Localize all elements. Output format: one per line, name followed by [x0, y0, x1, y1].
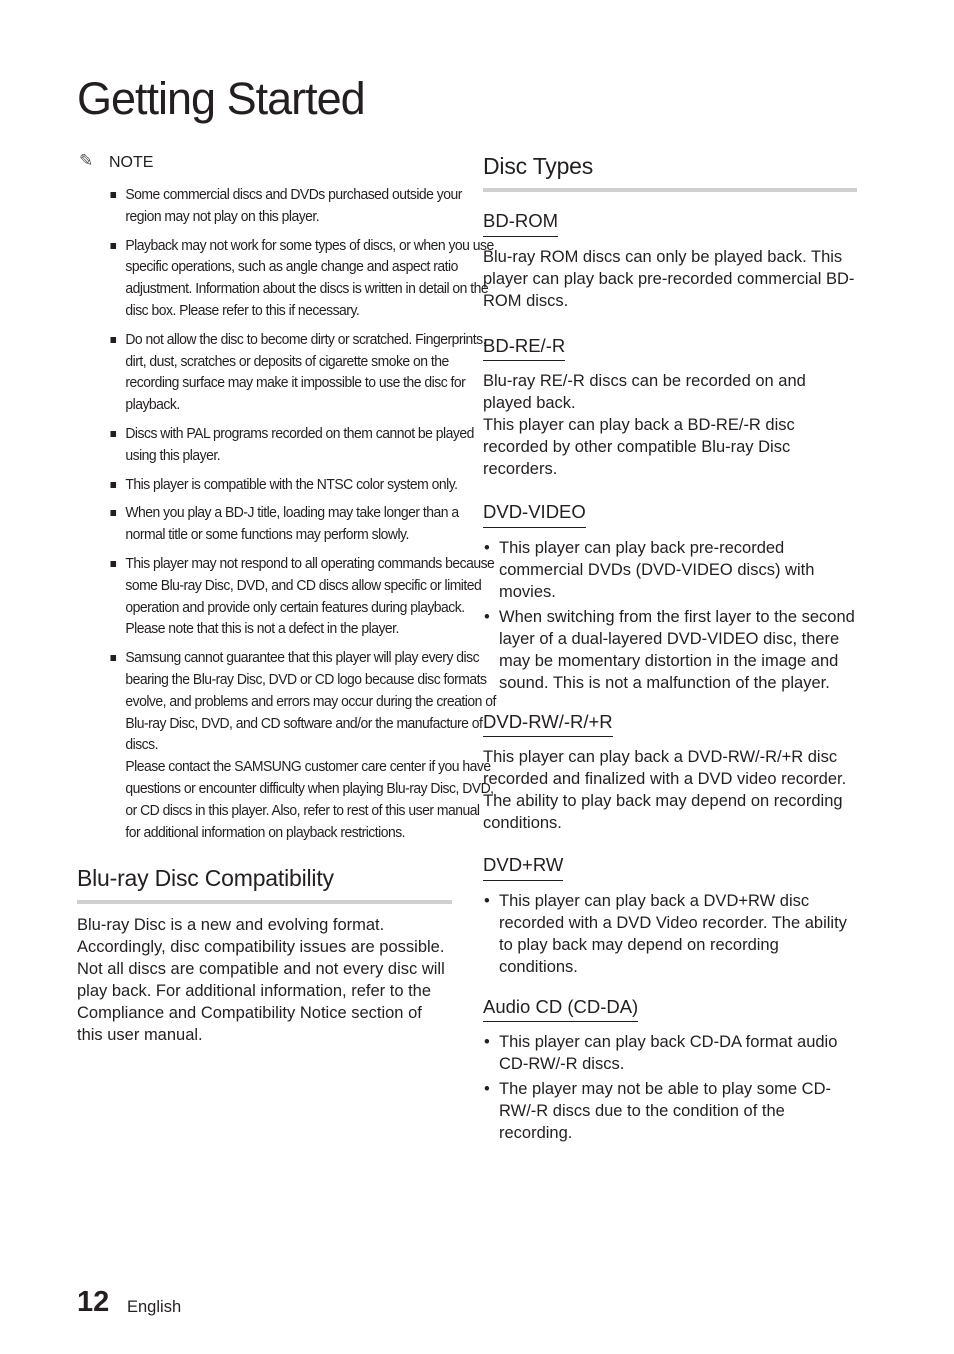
dvd-plus-rw-list — [483, 890, 857, 978]
note-item: Do not allow the disc to become dirty or scratched. Fingerprints, dirt, dust, scratches or deposits of cigarette smoke on the recording surface may make it impossible to use the disc for playback. — [77, 329, 497, 416]
square-bullet-icon — [110, 561, 116, 567]
bullet-icon: • — [484, 1033, 490, 1051]
disc-types-title: Disc Types — [483, 155, 857, 192]
square-bullet-icon — [110, 482, 116, 488]
note-item: This player is compatible with the NTSC color system only. — [77, 474, 497, 496]
list-item: • The player may not be able to play some CD-RW/-R discs due to the condition of the recording. — [484, 1080, 831, 1142]
square-bullet-icon — [110, 510, 116, 516]
dvd-plus-rw-title: DVD+RW — [483, 856, 563, 881]
bd-re-r-text-2: This player can play back a BD-RE/-R disc recorded by other compatible Blu-ray Disc recorders. — [483, 416, 795, 478]
bullet-icon: • — [484, 891, 490, 910]
square-bullet-icon — [110, 431, 116, 437]
bd-rom-text: Blu-ray ROM discs can only be played back. This player can play back pre-recorded commercial BD-ROM discs. — [483, 247, 855, 310]
note-label: NOTE — [109, 154, 154, 171]
page-language: English — [127, 1298, 182, 1316]
dvd-video-list — [483, 537, 857, 694]
list-item: • This player can play back CD-DA format audio CD-RW/-R discs. — [484, 1033, 838, 1073]
bd-re-r-title: BD-RE/-R — [483, 337, 565, 362]
note-item: Some commercial discs and DVDs purchased outside your region may not play on this player. — [77, 184, 497, 228]
bullet-icon: • — [484, 538, 490, 557]
list-item: • This player can play back pre-recorded commercial DVDs (DVD-VIDEO discs) with movies. — [484, 538, 815, 601]
compatibility-text: Blu-ray Disc is a new and evolving format. Accordingly, disc compatibility issues are possible. Not all discs are compatible and not every disc will play back. For additional information, refer to the Compliance and Compatibility Notice section of this user manual. — [77, 916, 445, 1045]
audio-cd-section — [483, 995, 857, 1145]
dvd-plus-rw-section — [483, 856, 857, 978]
note-item: Playback may not work for some types of discs, or when you use specific operations, such as angle change and aspect ratio adjustment. Information about the discs is written in detail on the disc box. Please refer to this if necessary. — [77, 235, 497, 322]
dvd-rw-r-text: This player can play back a DVD-RW/-R/+R disc recorded and finalized with a DVD video recorder. The ability to play back may depend on recording conditions. — [483, 748, 847, 832]
dvd-rw-r-section — [483, 710, 857, 835]
list-item: • When switching from the first layer to the second layer of a dual-layered DVD-VIDEO disc, there may be momentary distortion in the image and sound. This is not a malfunction of the player. — [484, 607, 855, 692]
bd-re-r-section — [483, 334, 857, 481]
compatibility-title: Blu-ray Disc Compatibility — [77, 867, 452, 904]
bullet-icon: • — [484, 607, 490, 626]
square-bullet-icon — [110, 243, 116, 249]
note-item: Discs with PAL programs recorded on them cannot be played using this player. — [77, 423, 497, 467]
square-bullet-icon — [110, 192, 116, 198]
page-title: Getting Started — [77, 73, 365, 124]
compatibility-section — [77, 867, 452, 1046]
pencil-icon: ✎ — [79, 151, 94, 170]
right-column — [483, 150, 857, 1147]
dvd-video-section — [483, 503, 857, 694]
square-bullet-icon — [110, 655, 116, 661]
left-column — [77, 150, 496, 1046]
list-item: • This player can play back a DVD+RW disc recorded with a DVD Video recorder. The ability to play back may depend on recording conditions. — [484, 891, 847, 976]
note-item: When you play a BD-J title, loading may take longer than a normal title or some functions may perform slowly. — [77, 502, 497, 546]
note-header — [77, 150, 452, 178]
dvd-rw-r-title: DVD-RW/-R/+R — [483, 713, 613, 738]
bullet-icon: • — [484, 1080, 490, 1098]
square-bullet-icon — [110, 337, 116, 343]
audio-cd-list — [483, 1031, 857, 1144]
page-number: 12 — [77, 1286, 110, 1318]
note-item: Samsung cannot guarantee that this player will play every disc bearing the Blu-ray Disc, DVD or CD logo because disc formats evolve, and problems and errors may occur during the creation of Blu-ray Disc, DVD, and CD software and/or the manufacture of discs. Please contact the SAMSUNG customer care center if you have questions or encounter difficulty when playing Blu-ray Disc, DVD, or CD discs in this player. Also, refer to rest of this user manual for additional information on playback restrictions. — [77, 647, 497, 843]
note-list — [77, 184, 496, 843]
note-item-continuation: Please contact the SAMSUNG customer care center if you have questions or encounter difficulty when playing Blu-ray Disc, DVD, or CD discs in this player. Also, refer to rest of this user manual for additional information on playback restrictions. — [125, 758, 494, 841]
audio-cd-title: Audio CD (CD-DA) — [483, 998, 638, 1023]
dvd-video-title: DVD-VIDEO — [483, 503, 586, 528]
bd-rom-section — [483, 212, 857, 312]
bd-re-r-text: Blu-ray RE/-R discs can be recorded on and played back. — [483, 372, 806, 412]
note-item: This player may not respond to all operating commands because some Blu-ray Disc, DVD, and CD discs allow specific or limited operation and provide only certain features during playback. Please note that this is not a defect in the player. — [77, 553, 497, 640]
bd-rom-title: BD-ROM — [483, 212, 558, 237]
